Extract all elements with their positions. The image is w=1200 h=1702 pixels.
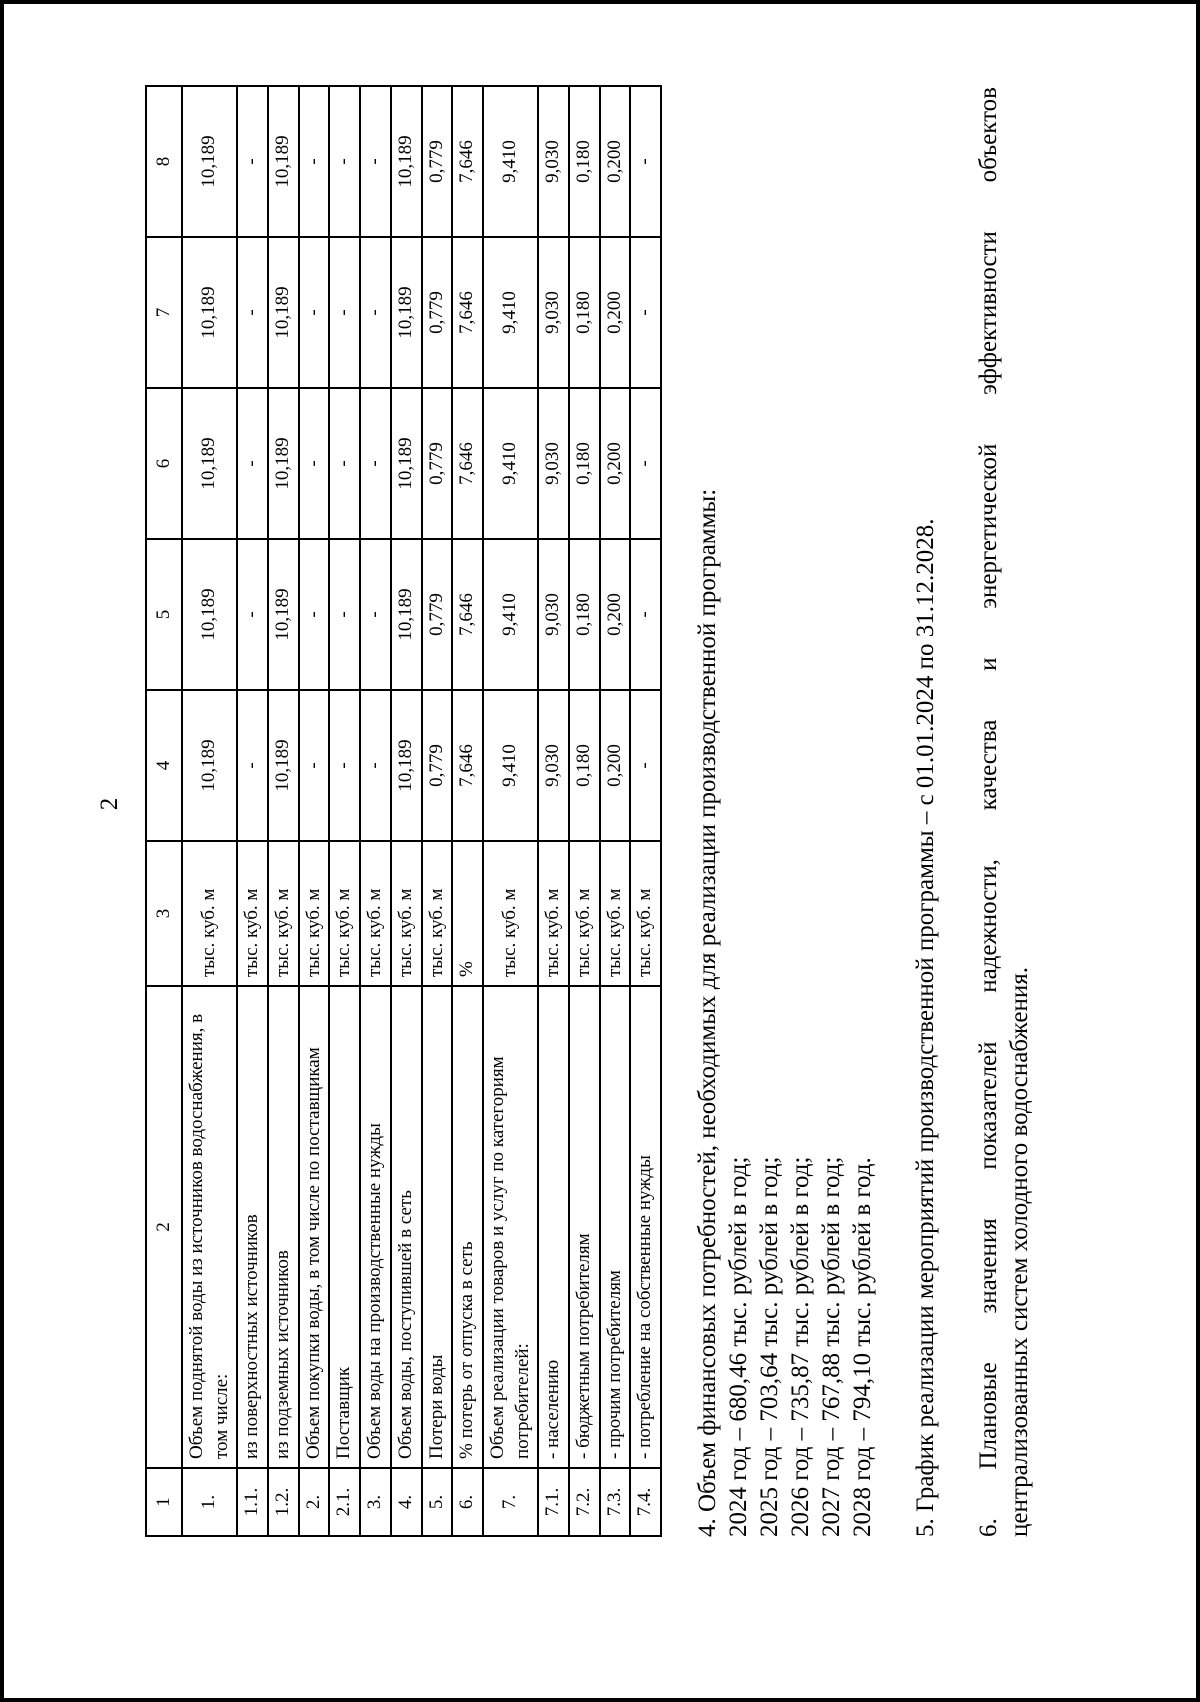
row-number-cell: 5. <box>422 1468 453 1536</box>
row-name-cell: % потерь от отпуска в сеть <box>452 986 483 1468</box>
row-value-cell: 7,646 <box>452 86 483 237</box>
row-value-cell: 0,180 <box>569 388 600 539</box>
rotated-content <box>145 87 1090 1537</box>
table-row <box>630 86 661 1536</box>
row-unit-cell: тыс. куб. м <box>391 841 422 986</box>
row-value-cell: 0,180 <box>569 237 600 388</box>
row-value-cell: 10,189 <box>391 690 422 841</box>
row-unit-cell: тыс. куб. м <box>422 841 453 986</box>
row-value-cell: - <box>360 539 391 690</box>
row-number-cell: 7.1. <box>538 1468 569 1536</box>
row-unit-cell: тыс. куб. м <box>360 841 391 986</box>
row-number-cell: 1.2. <box>268 1468 299 1536</box>
table-row <box>569 86 600 1536</box>
row-value-cell: 7,646 <box>452 690 483 841</box>
row-number-cell: 6. <box>452 1468 483 1536</box>
row-value-cell: 9,030 <box>538 237 569 388</box>
row-value-cell: 7,646 <box>452 237 483 388</box>
header-cell: 8 <box>146 86 182 237</box>
row-number-cell: 2. <box>299 1468 330 1536</box>
row-number-cell: 4. <box>391 1468 422 1536</box>
header-cell: 5 <box>146 539 182 690</box>
row-value-cell: 9,410 <box>483 86 538 237</box>
row-value-cell: 0,779 <box>422 237 453 388</box>
row-value-cell: 9,030 <box>538 86 569 237</box>
header-cell: 2 <box>146 986 182 1468</box>
row-unit-cell: тыс. куб. м <box>268 841 299 986</box>
header-cell: 7 <box>146 237 182 388</box>
row-value-cell: - <box>329 690 360 841</box>
section-4-line: 2025 год – 703,64 тыс. рублей в год; <box>756 1156 783 1537</box>
row-value-cell: 0,200 <box>600 86 631 237</box>
row-name-cell: - населению <box>538 986 569 1468</box>
row-value-cell: 10,189 <box>268 388 299 539</box>
section-4-line: 2027 год – 767,88 тыс. рублей в год; <box>818 1156 845 1537</box>
row-number-cell: 7.3. <box>600 1468 631 1536</box>
row-value-cell: - <box>360 690 391 841</box>
row-unit-cell: тыс. куб. м <box>630 841 661 986</box>
table-row <box>483 86 538 1536</box>
section-6-line-2: централизованных систем холодного водоснабжения. <box>1006 967 1033 1537</box>
document-text <box>692 87 1035 1537</box>
row-value-cell: 10,189 <box>182 237 237 388</box>
row-value-cell: 9,410 <box>483 539 538 690</box>
row-value-cell: 0,200 <box>600 237 631 388</box>
row-number-cell: 2.1. <box>329 1468 360 1536</box>
row-unit-cell: тыс. куб. м <box>182 841 237 986</box>
row-value-cell: 0,200 <box>600 690 631 841</box>
row-value-cell: 10,189 <box>182 539 237 690</box>
header-cell: 1 <box>146 1468 182 1536</box>
section-5-text: 5. График реализации мероприятий производственной программы – с 01.01.2024 по 31.12.2028. <box>912 518 939 1537</box>
row-value-cell: 0,200 <box>600 388 631 539</box>
row-name-cell: Объем поднятой воды из источников водоснабжения, в том числе: <box>182 986 237 1468</box>
row-name-cell: Объем воды на производственные нужды <box>360 986 391 1468</box>
row-value-cell: - <box>329 539 360 690</box>
row-value-cell: - <box>630 388 661 539</box>
row-value-cell: 9,410 <box>483 388 538 539</box>
row-value-cell: - <box>237 237 268 388</box>
row-unit-cell: тыс. куб. м <box>538 841 569 986</box>
row-unit-cell: тыс. куб. м <box>569 841 600 986</box>
row-name-cell: Объем покупки воды, в том числе по поставщикам <box>299 986 330 1468</box>
section-4-heading: 4. Объем финансовых потребностей, необходимых для реализации производственной программы: <box>694 488 721 1537</box>
row-value-cell: - <box>237 690 268 841</box>
table-row <box>422 86 453 1536</box>
row-value-cell: - <box>237 539 268 690</box>
row-name-cell: Объем воды, поступившей в сеть <box>391 986 422 1468</box>
table-row <box>452 86 483 1536</box>
table-row <box>329 86 360 1536</box>
row-name-cell: - бюджетным потребителям <box>569 986 600 1468</box>
table-row <box>538 86 569 1536</box>
row-value-cell: - <box>360 388 391 539</box>
table-body <box>146 86 661 1536</box>
row-number-cell: 7. <box>483 1468 538 1536</box>
production-program-table <box>145 85 662 1537</box>
row-value-cell: 10,189 <box>268 86 299 237</box>
row-value-cell: 10,189 <box>268 237 299 388</box>
row-number-cell: 1. <box>182 1468 237 1536</box>
table-row <box>268 86 299 1536</box>
row-value-cell: 7,646 <box>452 388 483 539</box>
row-value-cell: 10,189 <box>391 86 422 237</box>
row-unit-cell: тыс. куб. м <box>237 841 268 986</box>
table-row <box>299 86 330 1536</box>
row-value-cell: - <box>329 86 360 237</box>
row-value-cell: - <box>299 690 330 841</box>
row-value-cell: - <box>299 86 330 237</box>
row-value-cell: 0,180 <box>569 539 600 690</box>
row-unit-cell: тыс. куб. м <box>483 841 538 986</box>
row-value-cell: 10,189 <box>182 86 237 237</box>
page-number: 2 <box>96 797 123 811</box>
row-name-cell: - прочим потребителям <box>600 986 631 1468</box>
header-cell: 3 <box>146 841 182 986</box>
row-name-cell: Объем реализации товаров и услуг по категориям потребителей: <box>483 986 538 1468</box>
row-value-cell: - <box>360 86 391 237</box>
row-value-cell: 7,646 <box>452 539 483 690</box>
row-value-cell: - <box>237 388 268 539</box>
row-unit-cell: % <box>452 841 483 986</box>
row-value-cell: - <box>329 388 360 539</box>
row-value-cell: 0,779 <box>422 690 453 841</box>
row-value-cell: - <box>360 237 391 388</box>
row-value-cell: 0,180 <box>569 690 600 841</box>
row-value-cell: 9,410 <box>483 237 538 388</box>
row-value-cell: 10,189 <box>182 690 237 841</box>
row-unit-cell: тыс. куб. м <box>600 841 631 986</box>
row-number-cell: 1.1. <box>237 1468 268 1536</box>
table-row <box>182 86 237 1536</box>
section-4-line: 2024 год – 680,46 тыс. рублей в год; <box>725 1156 752 1537</box>
row-name-cell: Потери воды <box>422 986 453 1468</box>
table-row <box>600 86 631 1536</box>
section-4-line: 2028 год – 794,10 тыс. рублей в год. <box>849 1157 876 1537</box>
row-value-cell: 9,030 <box>538 388 569 539</box>
row-unit-cell: тыс. куб. м <box>329 841 360 986</box>
row-value-cell: 9,030 <box>538 539 569 690</box>
row-name-cell: Поставщик <box>329 986 360 1468</box>
table-row <box>360 86 391 1536</box>
header-cell: 6 <box>146 388 182 539</box>
table-header-row <box>146 86 182 1536</box>
row-value-cell: 10,189 <box>268 539 299 690</box>
row-value-cell: 9,030 <box>538 690 569 841</box>
row-value-cell: 9,410 <box>483 690 538 841</box>
row-value-cell: - <box>237 86 268 237</box>
row-value-cell: - <box>299 539 330 690</box>
header-cell: 4 <box>146 690 182 841</box>
row-value-cell: 10,189 <box>268 690 299 841</box>
row-name-cell: - потребление на собственные нужды <box>630 986 661 1468</box>
row-value-cell: 10,189 <box>391 237 422 388</box>
row-number-cell: 3. <box>360 1468 391 1536</box>
section-6-line-1: 6. Плановые значения показателей надежности, качества и энергетической эффективности объектов <box>975 87 1002 1537</box>
row-name-cell: из подземных источников <box>268 986 299 1468</box>
row-value-cell: 0,779 <box>422 388 453 539</box>
row-value-cell: 0,200 <box>600 539 631 690</box>
row-value-cell: 0,180 <box>569 86 600 237</box>
row-number-cell: 7.2. <box>569 1468 600 1536</box>
row-value-cell: 0,779 <box>422 539 453 690</box>
row-number-cell: 7.4. <box>630 1468 661 1536</box>
row-value-cell: - <box>630 86 661 237</box>
section-4-line: 2026 год – 735,87 тыс. рублей в год; <box>787 1156 814 1537</box>
row-unit-cell: тыс. куб. м <box>299 841 330 986</box>
row-value-cell: 10,189 <box>391 539 422 690</box>
table-row <box>237 86 268 1536</box>
row-value-cell: 0,779 <box>422 86 453 237</box>
row-value-cell: - <box>299 237 330 388</box>
row-value-cell: - <box>329 237 360 388</box>
row-name-cell: из поверхностных источников <box>237 986 268 1468</box>
row-value-cell: - <box>630 539 661 690</box>
row-value-cell: - <box>630 690 661 841</box>
row-value-cell: - <box>299 388 330 539</box>
row-value-cell: 10,189 <box>182 388 237 539</box>
row-value-cell: - <box>630 237 661 388</box>
row-value-cell: 10,189 <box>391 388 422 539</box>
table-row <box>391 86 422 1536</box>
